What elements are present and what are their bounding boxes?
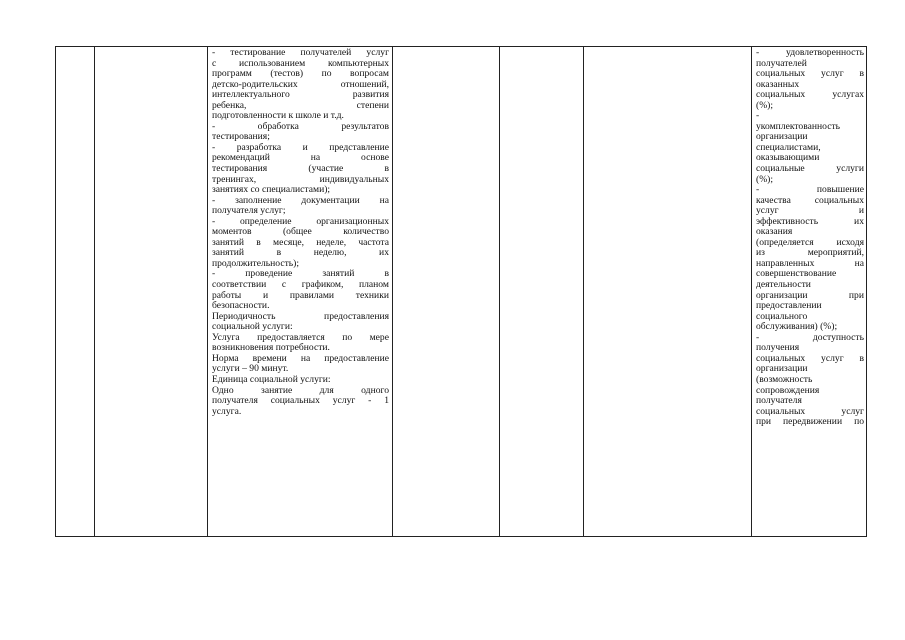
text-line: эффективность их (756, 215, 864, 227)
text-line: детско-родительских отношений, (212, 78, 389, 90)
service-standard-table (55, 46, 867, 537)
text-line: - (756, 110, 760, 122)
text-line: ребенка, степени (212, 99, 389, 111)
text-line: получателей (756, 57, 807, 69)
text-line: рекомендаций на основе (212, 152, 389, 164)
text-line: социального (756, 310, 808, 322)
text-line: социальных услуг в (756, 352, 864, 364)
text-line: (возможность (756, 373, 813, 385)
term-cell (500, 47, 584, 537)
text-line: - тестирование получателей услуг (212, 47, 389, 58)
text-line: оказывающими (756, 152, 820, 164)
text-line: Периодичность предоставления (212, 310, 389, 322)
text-line: организации (756, 363, 808, 375)
text-line: социальных услуг (756, 405, 864, 417)
text-line: - обработка результатов (212, 120, 389, 132)
text-line: продолжительность); (212, 257, 300, 269)
text-line: организации при (756, 289, 864, 301)
text-line: тренингах, индивидуальных (212, 173, 389, 185)
text-line: социальных услуг в (756, 68, 864, 80)
text-line: качества социальных (756, 194, 864, 206)
text-line: укомплектованность (756, 120, 841, 132)
text-line: - удовлетворенность (756, 47, 864, 58)
text-line: тестирования; (212, 131, 270, 143)
text-line: занятиях со специалистами); (212, 184, 331, 196)
text-line: оказанных (756, 78, 800, 90)
text-line: организации (756, 131, 808, 143)
text-line: Услуга предоставляется по мере (212, 331, 389, 343)
text-line: тестирования (участие в (212, 163, 389, 175)
text-line: социальной услуги: (212, 321, 293, 333)
text-line: специалистами, (756, 141, 821, 153)
text-line: при передвижении по (756, 416, 864, 428)
text-line: занятий в месяце, неделе, частота (212, 236, 389, 248)
text-line: подготовленности к школе и т.д. (212, 110, 344, 122)
text-line: услуг и (756, 205, 864, 217)
service-description-text (212, 48, 389, 417)
text-line: оказания (756, 226, 793, 238)
text-line: услуги – 90 минут. (212, 363, 289, 375)
text-line: возникновения потребности. (212, 342, 330, 354)
text-line: из мероприятий, (756, 247, 864, 259)
text-line: работы и правилами техники (212, 289, 389, 301)
text-line: - разработка и представление (212, 141, 389, 153)
text-line: с использованием компьютерных (212, 57, 389, 69)
text-line: (%); (756, 99, 774, 111)
quality-indicators-text (756, 48, 864, 428)
text-line: получателя услуг; (212, 205, 286, 217)
text-line: Одно занятие для одного (212, 384, 389, 396)
text-line: (определяется исходя (756, 236, 864, 248)
text-line: - определение организационных (212, 215, 389, 227)
text-line: программ (тестов) по вопросам (212, 68, 389, 80)
text-line: получателя социальных услуг - 1 (212, 395, 389, 407)
text-line: получателя (756, 395, 802, 407)
text-line: интеллектуального развития (212, 89, 389, 101)
text-line: занятий в неделю, их (212, 247, 389, 259)
text-line: деятельности (756, 279, 811, 291)
text-line: безопасности. (212, 300, 270, 312)
text-line: - доступность (756, 331, 864, 343)
service-description-cell (208, 47, 393, 537)
text-line: социальных услугах (756, 89, 864, 101)
service-name-cell (95, 47, 208, 537)
text-line: соответствии с графиком, планом (212, 279, 389, 291)
table-row (56, 47, 867, 537)
text-line: социальные услуги (756, 163, 864, 175)
text-line: - проведение занятий в (212, 268, 389, 280)
text-line: - заполнение документации на (212, 194, 389, 206)
text-line: Норма времени на предоставление (212, 352, 389, 364)
text-line: направленных на (756, 257, 864, 269)
text-line: - повышение (756, 184, 864, 196)
text-line: услуга. (212, 405, 242, 417)
tariff-cell (393, 47, 500, 537)
text-line: предоставлении (756, 300, 822, 312)
text-line: обслуживания) (%); (756, 321, 838, 333)
text-line: совершенствование (756, 268, 837, 280)
text-line: сопровождения (756, 384, 820, 396)
text-line: Единица социальной услуги: (212, 373, 331, 385)
text-line: (%); (756, 173, 774, 185)
number-cell (56, 47, 95, 537)
text-line: получения (756, 342, 800, 354)
quality-indicators-cell (752, 47, 867, 537)
conditions-cell (584, 47, 752, 537)
text-line: моментов (общее количество (212, 226, 389, 238)
